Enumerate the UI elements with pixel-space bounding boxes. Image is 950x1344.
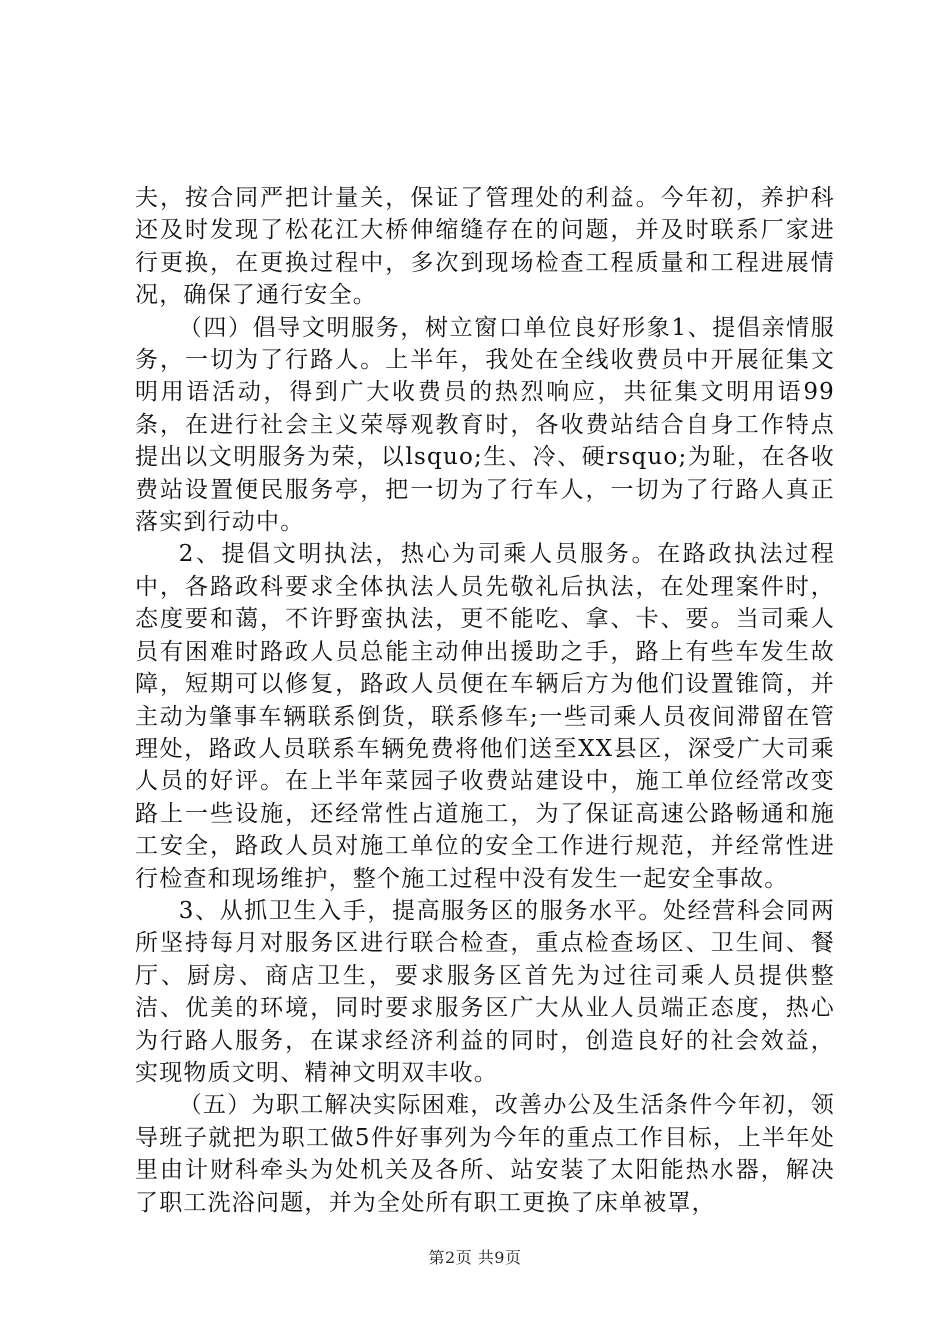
document-body (135, 182, 835, 1219)
page-number-footer: 第2页 共9页 (428, 1248, 522, 1267)
paragraph-continuation: 夫，按合同严把计量关，保证了管理处的利益。今年初，养护科还及时发现了松花江大桥伸缩缝存在的问题，并及时联系厂家进行更换，在更换过程中，多次到现场检查工程质量和工程进展情况，确保了通行安全。 (135, 185, 835, 309)
paragraph-item-3: 3、从抓卫生入手，提高服务区的服务水平。处经营科会同两所坚持每月对服务区进行联合检查，重点检查场区、卫生间、餐厅、厨房、商店卫生，要求服务区首先为过往司乘人员提供整洁、优美的环境，同时要求服务区广大从业人员端正态度，热心为行路人服务，在谋求经济利益的同时，创造良好的社会效益，实现物质文明、精神文明双丰收。 (135, 897, 835, 1086)
paragraph-section-5: （五）为职工解决实际困难，改善办公及生活条件今年初，领导班子就把为职工做5件好事列为今年的重点工作目标，上半年处里由计财科牵头为处机关及各所、站安装了太阳能热水器，解决了职工洗浴问题，并为全处所有职工更换了床单被罩， (135, 1092, 835, 1216)
paragraph-item-2: 2、提倡文明执法，热心为司乘人员服务。在路政执法过程中，各路政科要求全体执法人员先敬礼后执法，在处理案件时，态度要和蔼，不许野蛮执法，更不能吃、拿、卡、要。当司乘人员有困难时路政人员总能主动伸出援助之手，路上有些车发生故障，短期可以修复，路政人员便在车辆后方为他们设置锥筒，并主动为肇事车辆联系倒货，联系修车;一些司乘人员夜间滞留在管理处，路政人员联系车辆免费将他们送至XX县区，深受广大司乘人员的好评。在上半年菜园子收费站建设中，施工单位经常改变路上一些设施，还经常性占道施工，为了保证高速公路畅通和施工安全，路政人员对施工单位的安全工作进行规范，并经常性进行检查和现场维护，整个施工过程中没有发生一起安全事故。 (135, 541, 835, 892)
paragraph-section-4: （四）倡导文明服务，树立窗口单位良好形象1、提倡亲情服务，一切为了行路人。上半年，我处在全线收费员中开展征集文明用语活动，得到广大收费员的热烈响应，共征集文明用语99条，在进行社会主义荣辱观教育时，各收费站结合自身工作特点提出以文明服务为荣，以lsquo;生、冷、硬rsquo;为耻，在各收费站设置便民服务亭，把一切为了行车人，一切为了行路人真正落实到行动中。 (135, 314, 835, 536)
